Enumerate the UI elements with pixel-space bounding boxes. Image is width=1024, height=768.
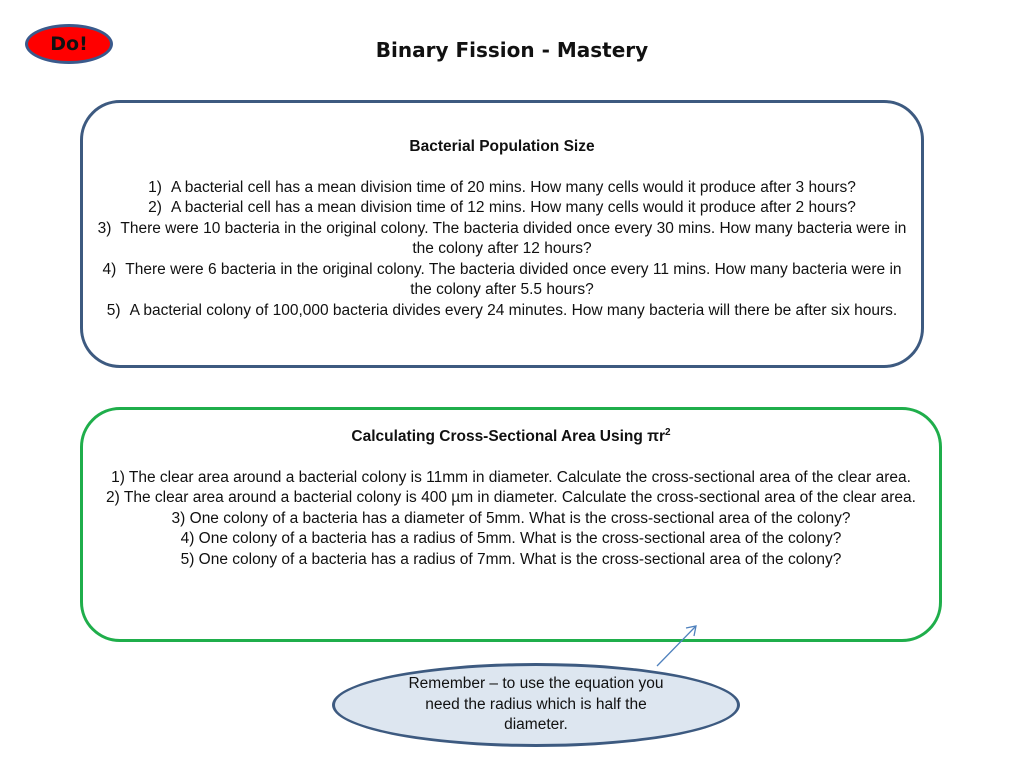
question-text: A bacterial cell has a mean division time of 12 mins. How many cells would it produce after 2 hours? xyxy=(170,199,856,216)
page-title: Binary Fission - Mastery xyxy=(375,38,649,62)
area-panel xyxy=(80,407,942,642)
population-panel xyxy=(80,100,924,368)
population-question xyxy=(97,198,907,219)
question-number: 5) xyxy=(106,301,121,319)
question-text: A bacterial cell has a mean division time of 20 mins. How many cells would it produce after 3 hours? xyxy=(170,178,856,196)
area-heading-text: Calculating Cross-Sectional Area Using πr xyxy=(351,428,666,445)
area-question: 3) One colony of a bacteria has a diameter of 5mm. What is the cross-sectional area of the colony? xyxy=(171,509,851,527)
question-number: 1) xyxy=(148,178,162,196)
population-question xyxy=(97,219,907,260)
do-badge: Do! xyxy=(25,24,113,64)
area-question: 5) One colony of a bacteria has a radius of 7mm. What is the cross-sectional area of the colony? xyxy=(180,550,842,568)
question-text: There were 10 bacteria in the original colony. The bacteria divided once every 30 mins. How many bacteria were in the colony after 12 hours? xyxy=(120,219,907,257)
question-number: 2) xyxy=(148,199,162,216)
question-number: 3) xyxy=(97,219,112,237)
squared-superscript: 2 xyxy=(665,427,671,438)
area-question: 2) The clear area around a bacterial colony is 400 µm in diameter. Calculate the cross-sectional area of the clear area. xyxy=(106,489,916,506)
question-text: A bacterial colony of 100,000 bacteria divides every 24 minutes. How many bacteria will there be after six hours. xyxy=(129,301,898,319)
reminder-bubble xyxy=(332,663,740,747)
area-question: 1) The clear area around a bacterial colony is 11mm in diameter. Calculate the cross-sectional area of the clear area. xyxy=(111,468,911,486)
population-question xyxy=(97,260,907,301)
reminder-text: Remember – to use the equation you need the radius which is half the diameter. xyxy=(408,675,664,734)
population-question xyxy=(97,178,907,199)
area-question: 4) One colony of a bacteria has a radius of 5mm. What is the cross-sectional area of the colony? xyxy=(180,530,842,547)
question-text: There were 6 bacteria in the original colony. The bacteria divided once every 11 mins. How many bacteria were in the colony after 5.5 hours? xyxy=(125,260,902,298)
pointer-arrow-icon xyxy=(650,620,710,670)
population-question xyxy=(97,301,907,322)
area-heading xyxy=(101,427,921,448)
question-number: 4) xyxy=(102,260,117,278)
population-heading: Bacterial Population Size xyxy=(409,138,595,155)
